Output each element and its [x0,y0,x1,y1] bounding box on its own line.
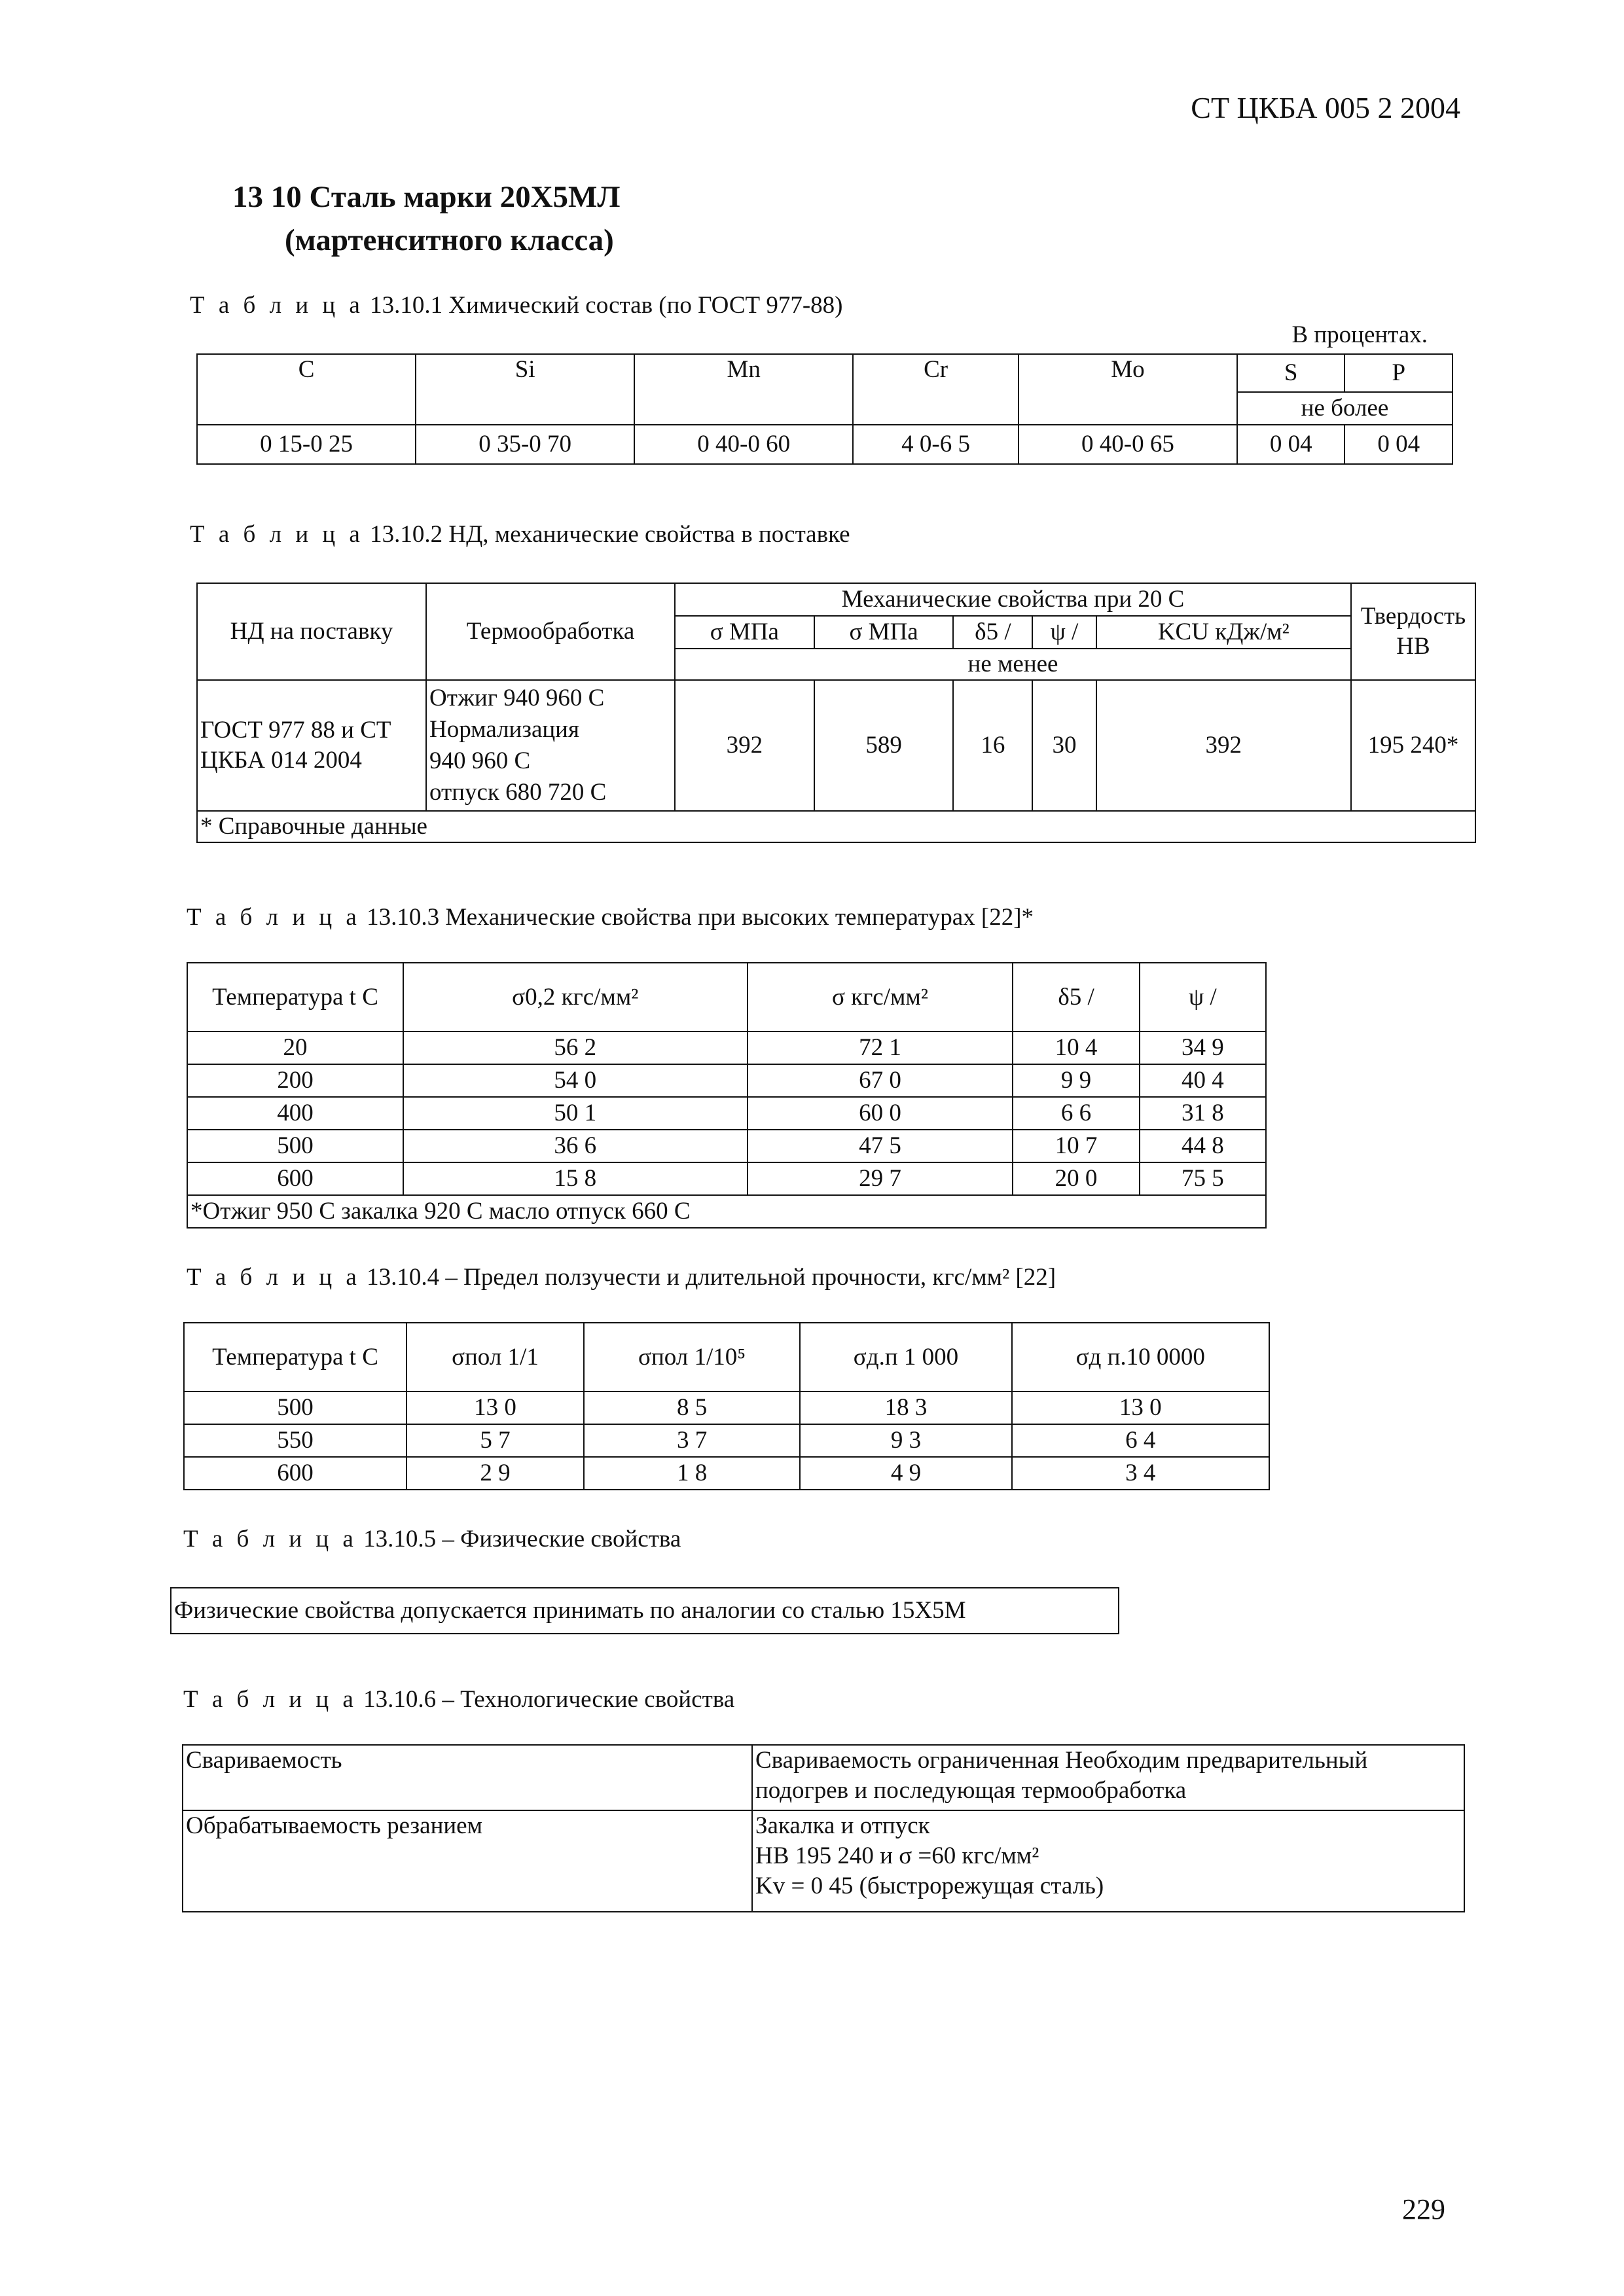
table3-cell: 500 [187,1130,403,1162]
table3-cell: 54 0 [403,1064,748,1097]
table6-row2-line: Закалка и отпуск [755,1812,930,1839]
table1-header: Si [416,354,634,425]
table6-caption [183,1685,734,1713]
table2-subheader: σ МПа [814,616,954,649]
table3-header: ψ / [1140,963,1266,1031]
table4-caption [187,1263,1056,1291]
table2-min-label: не менее [675,649,1351,680]
table6-row2-value [752,1810,1464,1912]
section-title-line2: (мартенситного класса) [285,223,614,257]
table2-heat-cell [426,680,675,811]
table1-header: Mo [1019,354,1237,425]
table3-cell: 56 2 [403,1031,748,1064]
technological-properties-table [182,1744,1465,1912]
table3-header: δ5 / [1013,963,1139,1031]
table3-cell: 60 0 [748,1097,1013,1130]
table4-cell: 1 8 [584,1457,800,1490]
table2-hardness-value: 195 240* [1351,680,1475,811]
table2-value: 392 [1096,680,1351,811]
table3-cell: 9 9 [1013,1064,1139,1097]
table1-cell: 0 15-0 25 [197,425,416,464]
table2-value: 392 [675,680,814,811]
table3-cell: 600 [187,1162,403,1195]
table3-caption-label: Т а б л и ц а [187,904,361,931]
table3-header: σ0,2 кгс/мм² [403,963,748,1031]
table3-cell: 67 0 [748,1064,1013,1097]
table3-cell: 200 [187,1064,403,1097]
table3-header: σ кгс/мм² [748,963,1013,1031]
table4-cell: 6 4 [1012,1424,1269,1457]
table1-header: C [197,354,416,425]
table1-unit: В процентах. [1291,321,1428,348]
table1-header: S [1237,354,1344,392]
table2-value: 16 [953,680,1032,811]
table6-row2-line: НВ 195 240 и σ =60 кгс/мм² [755,1842,1039,1869]
table4-cell: 8 5 [584,1391,800,1424]
high-temperature-properties-table [187,962,1267,1229]
table3-cell: 34 9 [1140,1031,1266,1064]
table5-caption-label: Т а б л и ц а [183,1526,357,1552]
table1-header: Cr [853,354,1019,425]
table3-caption [187,903,1034,931]
table1-subheader: не более [1237,392,1453,425]
table2-hardness-header: Твердость НВ [1351,583,1475,680]
table4-header: Температура t С [184,1323,406,1391]
section-title [232,175,620,262]
table1-header: P [1344,354,1453,392]
table4-caption-label: Т а б л и ц а [187,1264,361,1291]
table1-cell: 4 0-6 5 [853,425,1019,464]
table6-caption-label: Т а б л и ц а [183,1686,357,1713]
table2-heat-line: Нормализация [429,716,579,743]
table3-cell: 15 8 [403,1162,748,1195]
table3-note: *Отжиг 950 С закалка 920 С масло отпуск 660 С [187,1195,1266,1228]
table2-mech-header: Механические свойства при 20 С [675,583,1351,616]
table2-caption-label: Т а б л и ц а [190,521,364,548]
table1-cell: 0 04 [1344,425,1453,464]
table6-row2-label: Обрабатываемость резанием [183,1810,752,1912]
section-title-line1: 13 10 Сталь марки 20Х5МЛ [232,180,621,214]
table1-caption-text: 13.10.1 Химический состав (по ГОСТ 977-88) [370,292,843,319]
table3-caption-text: 13.10.3 Механические свойства при высоких температурах [22]* [367,904,1034,931]
table2-nd-cell: ГОСТ 977 88 и СТ ЦКБА 014 2004 [197,680,426,811]
table3-cell: 20 [187,1031,403,1064]
table4-cell: 500 [184,1391,406,1424]
table2-heat-line: Отжиг 940 960 С [429,685,605,711]
table3-cell: 20 0 [1013,1162,1139,1195]
table3-cell: 40 4 [1140,1064,1266,1097]
table3-header: Температура t С [187,963,403,1031]
table6-row1-label: Свариваемость [183,1745,752,1810]
table2-caption-text: 13.10.2 НД, механические свойства в поставке [370,521,850,548]
table2-heat-line: 940 960 С [429,747,531,774]
table1-cell: 0 40-0 65 [1019,425,1237,464]
table3-cell: 47 5 [748,1130,1013,1162]
table6-caption-text: 13.10.6 – Технологические свойства [363,1686,735,1713]
table6-row1-value: Свариваемость ограниченная Необходим предварительный подогрев и последующая термообработка [752,1745,1464,1810]
table3-cell: 72 1 [748,1031,1013,1064]
table2-caption [190,520,850,548]
table4-cell: 3 4 [1012,1457,1269,1490]
table3-cell: 44 8 [1140,1130,1266,1162]
table3-cell: 75 5 [1140,1162,1266,1195]
table2-note: * Справочные данные [197,811,1475,842]
table2-value: 30 [1032,680,1096,811]
table1-cell: 0 04 [1237,425,1344,464]
table2-heat-line: отпуск 680 720 С [429,779,607,806]
table2-subheader: KCU кДж/м² [1096,616,1351,649]
page-number: 229 [1402,2193,1445,2225]
table1-caption [190,291,843,319]
table2-subheader: σ МПа [675,616,814,649]
table2-value: 589 [814,680,954,811]
table4-cell: 18 3 [800,1391,1011,1424]
table3-cell: 50 1 [403,1097,748,1130]
table1-cell: 0 35-0 70 [416,425,634,464]
table5-text: Физические свойства допускается принимать по аналогии со сталью 15Х5М [171,1588,1119,1634]
table4-cell: 600 [184,1457,406,1490]
table3-cell: 29 7 [748,1162,1013,1195]
table1-cell: 0 40-0 60 [634,425,853,464]
table4-header: σд.п 1 000 [800,1323,1011,1391]
table3-cell: 31 8 [1140,1097,1266,1130]
table4-header: σпол 1/10⁵ [584,1323,800,1391]
creep-strength-table [183,1322,1270,1490]
table5-caption [183,1525,681,1553]
table2-subheader: δ5 / [953,616,1032,649]
table4-cell: 550 [184,1424,406,1457]
table5-caption-text: 13.10.5 – Физические свойства [363,1526,681,1552]
table2-nd-header: НД на поставку [197,583,426,680]
table4-cell: 13 0 [406,1391,584,1424]
table4-cell: 13 0 [1012,1391,1269,1424]
table1-header: Mn [634,354,853,425]
table3-cell: 10 4 [1013,1031,1139,1064]
table4-cell: 2 9 [406,1457,584,1490]
table3-cell: 6 6 [1013,1097,1139,1130]
table4-cell: 9 3 [800,1424,1011,1457]
table4-header: σпол 1/1 [406,1323,584,1391]
table3-cell: 400 [187,1097,403,1130]
table3-cell: 10 7 [1013,1130,1139,1162]
table6-row2-line: Kv = 0 45 (быстрорежущая сталь) [755,1873,1104,1899]
table4-cell: 5 7 [406,1424,584,1457]
physical-properties-table [170,1587,1119,1634]
table3-cell: 36 6 [403,1130,748,1162]
table4-cell: 3 7 [584,1424,800,1457]
table4-cell: 4 9 [800,1457,1011,1490]
mechanical-properties-table [196,583,1476,843]
table4-header: σд п.10 0000 [1012,1323,1269,1391]
chemical-composition-table [196,353,1453,465]
table1-caption-label: Т а б л и ц а [190,292,364,319]
table2-subheader: ψ / [1032,616,1096,649]
document-code: СТ ЦКБА 005 2 2004 [1191,91,1460,124]
table4-caption-text: 13.10.4 – Предел ползучести и длительной прочности, кгс/мм² [22] [367,1264,1056,1291]
table2-heat-header: Термообработка [426,583,675,680]
